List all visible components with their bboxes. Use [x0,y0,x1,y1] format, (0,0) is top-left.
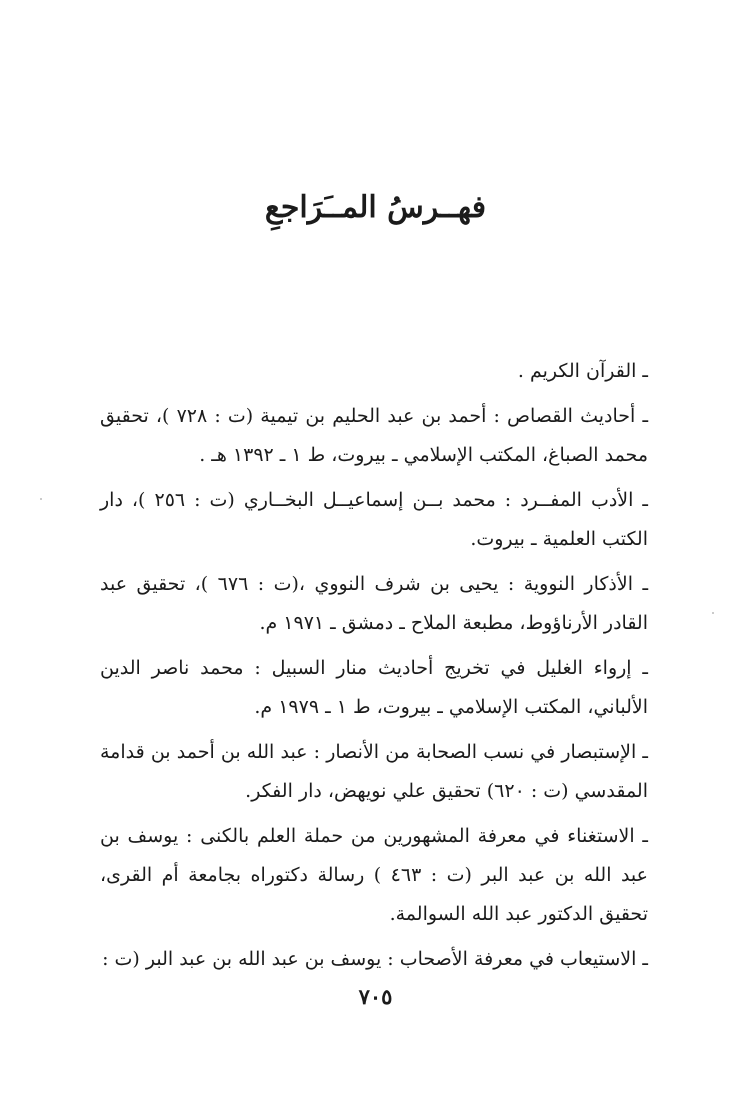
reference-entry: ـ إرواء الغليل في تخريج أحاديث منار السبيل : محمد ناصر الدين الألباني، المكتب الإسلامي ـ بيروت، ط ١ ـ ١٩٧٩ م. [100,657,648,718]
reference-entry: ـ الاستيعاب في معرفة الأصحاب : يوسف بن عبد الله بن عبد البر (ت : [102,948,648,970]
reference-entry: ـ القرآن الكريم . [517,360,648,382]
scan-speck [712,612,714,614]
reference-entry: ـ الأذكار النووية : يحيى بن شرف النووي ،(ت : ٦٧٦ )، تحقيق عبد القادر الأرناؤوط، مطبعة الملاح ـ دمشق ـ ١٩٧١ م. [100,573,649,634]
reference-entry: ـ الاستغناء في معرفة المشهورين من حملة العلم بالكنى : يوسف بن عبد الله بن عبد البر (ت : ٤٦٣ ) رسالة دكتوراه بجامعة أم القرى، تحقيق الدكتور عبد الله السوالمة. [100,825,648,925]
scan-speck [40,498,42,500]
page-title: فهــرسُ المــَرَاجعِ [264,190,487,225]
page-number: ٧٠٥ [358,984,393,1009]
reference-entry: ـ أحاديث القصاص : أحمد بن عبد الحليم بن تيمية (ت : ٧٢٨ )، تحقيق محمد الصباغ، المكتب الإسلامي ـ بيروت، ط ١ ـ ١٣٩٢ هـ . [100,405,649,466]
reference-entry: ـ الإستبصار في نسب الصحابة من الأنصار : عبد الله بن أحمد بن قدامة المقدسي (ت : ٦٢٠) تحقيق علي نويهض، دار الفكر. [100,741,648,802]
references-list [100,352,648,985]
reference-entry: ـ الأدب المفــرد : محمد بــن إسماعيــل البخــاري (ت : ٢٥٦ )، دار الكتب العلمية ـ بيروت. [100,489,648,550]
